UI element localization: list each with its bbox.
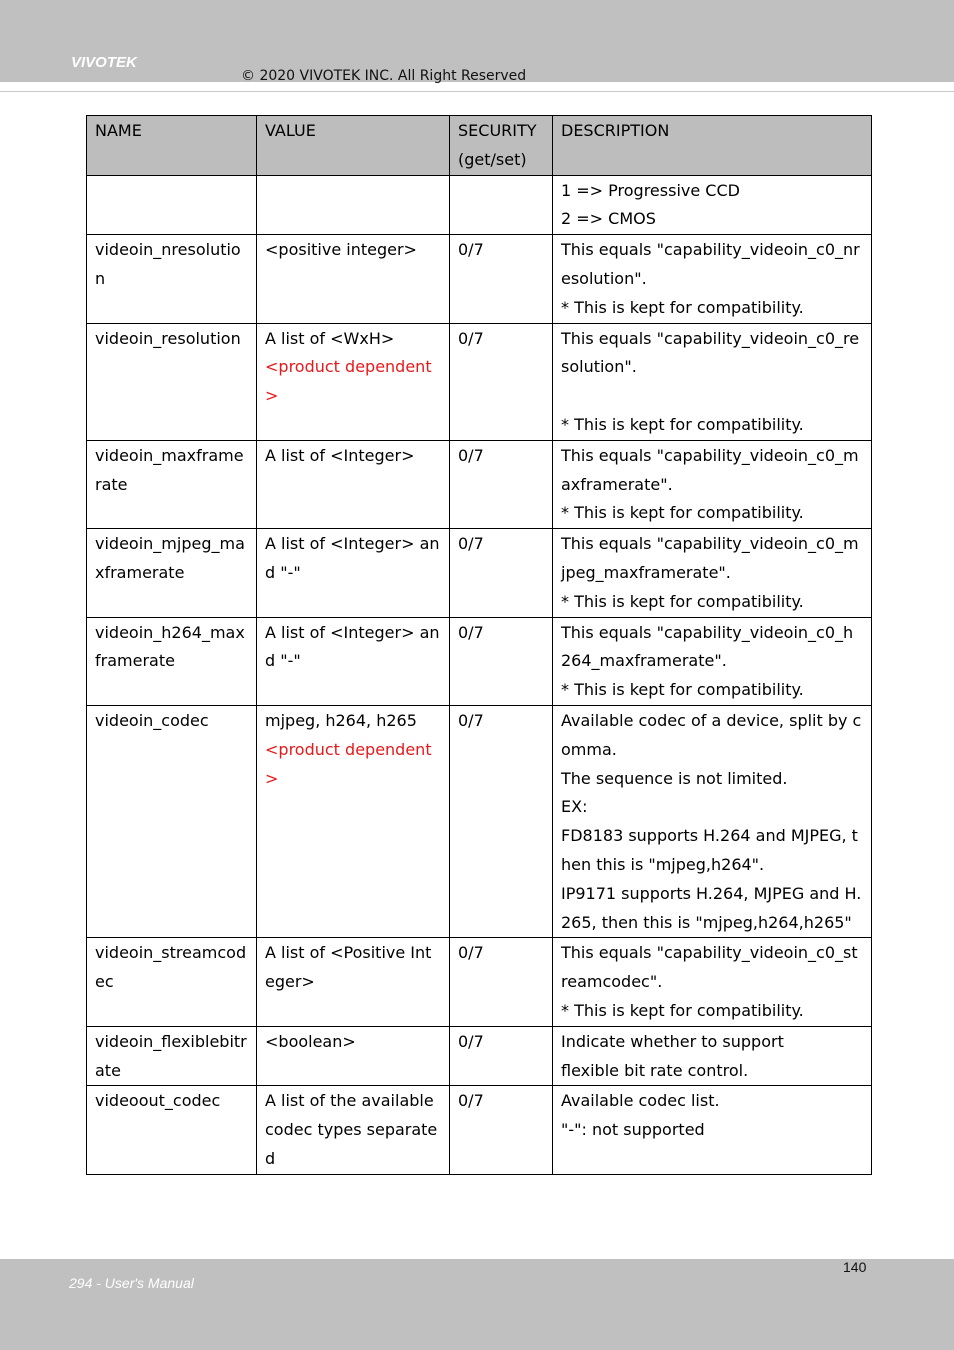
cell-name	[87, 529, 257, 617]
cell-line: videoin_streamcodec	[95, 943, 247, 992]
cell-description	[553, 617, 872, 705]
cell-line: mjpeg, h264, h265	[265, 710, 417, 730]
product-dependent-note: <product dependent>	[265, 357, 432, 406]
cell-description	[553, 938, 872, 1026]
cell-description	[553, 323, 872, 440]
cell-name	[87, 1086, 257, 1174]
cell-value	[257, 529, 450, 617]
product-dependent-note: <product dependent>	[265, 739, 432, 788]
cell-name	[87, 235, 257, 323]
cell-line: 0/7	[458, 710, 484, 730]
cell-line: A list of <Integer>	[265, 445, 415, 465]
table-row	[87, 323, 872, 440]
cell-line: <boolean>	[265, 1031, 356, 1051]
cell-name	[87, 938, 257, 1026]
header-divider	[0, 91, 954, 92]
cell-security	[450, 529, 553, 617]
cell-line: * This is kept for compatibility.	[561, 297, 804, 317]
cell-security	[450, 1086, 553, 1174]
cell-line: 1 => Progressive CCD	[561, 180, 740, 200]
cell-line: 0/7	[458, 1031, 484, 1051]
cell-line: videoin_nresolution	[95, 240, 241, 288]
cell-name	[87, 617, 257, 705]
cell-description	[553, 1026, 872, 1086]
cell-line: videoin_codec	[95, 710, 209, 730]
cell-description	[553, 175, 872, 235]
cell-line: This equals "capability_videoin_c0_h264_maxframerate".	[561, 622, 854, 671]
cell-value	[257, 235, 450, 323]
cell-line: <positive integer>	[265, 240, 417, 260]
cell-line: 0/7	[458, 1091, 484, 1111]
cell-line: * This is kept for compatibility.	[561, 680, 804, 700]
cell-line: Indicate whether to support	[561, 1031, 784, 1051]
cell-line	[458, 177, 544, 206]
cell-description	[553, 529, 872, 617]
cell-line: A list of <Integer> and "-"	[265, 622, 440, 671]
table-row	[87, 440, 872, 528]
cell-name	[87, 440, 257, 528]
cell-line: videoin_h264_maxframerate	[95, 622, 245, 671]
cell-line: A list of <Positive Integer>	[265, 943, 432, 992]
column-header-name: NAME	[87, 116, 257, 176]
cell-line: EX:	[561, 797, 588, 817]
table-row	[87, 617, 872, 705]
cell-value	[257, 1026, 450, 1086]
cell-line: * This is kept for compatibility.	[561, 414, 804, 434]
cell-line: 0/7	[458, 240, 484, 260]
cell-line: This equals "capability_videoin_c0_streamcodec".	[561, 943, 858, 992]
column-header-security: SECURITY (get/set)	[450, 116, 553, 176]
table-row	[87, 705, 872, 937]
cell-line: A list of the available codec types separated	[265, 1091, 438, 1168]
cell-name	[87, 323, 257, 440]
cell-name	[87, 175, 257, 235]
footer-band	[0, 1259, 954, 1350]
cell-line: This equals "capability_videoin_c0_nresolution".	[561, 240, 860, 288]
cell-line: videoin_mjpeg_maxframerate	[95, 534, 245, 582]
cell-description	[553, 1086, 872, 1174]
table-row	[87, 1086, 872, 1174]
column-header-value: VALUE	[257, 116, 450, 176]
table-row	[87, 938, 872, 1026]
cell-value	[257, 440, 450, 528]
table-body	[87, 175, 872, 1174]
cell-line: FD8183 supports H.264 and MJPEG, then this is "mjpeg,h264".	[561, 826, 858, 874]
cell-description	[553, 235, 872, 323]
cell-line: 0/7	[458, 943, 484, 963]
cell-line: 0/7	[458, 534, 484, 554]
cell-line: 0/7	[458, 445, 484, 465]
cell-security	[450, 1026, 553, 1086]
cell-description	[553, 705, 872, 937]
column-header-description: DESCRIPTION	[553, 116, 872, 176]
cell-line: 2 => CMOS	[561, 209, 656, 229]
cell-line: 0/7	[458, 328, 484, 348]
cell-value	[257, 323, 450, 440]
cell-line: flexible bit rate control.	[561, 1060, 749, 1080]
cell-line: This equals "capability_videoin_c0_maxframerate".	[561, 445, 859, 494]
brand-logo: VIVOTEK	[71, 54, 137, 71]
cell-name	[87, 705, 257, 937]
cell-value	[257, 1086, 450, 1174]
copyright-notice: © 2020 VIVOTEK INC. All Right Reserved	[241, 68, 527, 84]
cell-line: * This is kept for compatibility.	[561, 591, 804, 611]
cell-line: videoin_maxframerate	[95, 445, 244, 494]
parameter-table	[86, 115, 872, 1175]
table-row	[87, 235, 872, 323]
cell-line: videoout_codec	[95, 1091, 221, 1111]
cell-security	[450, 938, 553, 1026]
cell-line: IP9171 supports H.264, MJPEG and H.265, then this is "mjpeg,h264,h265"	[561, 883, 862, 932]
cell-line: Available codec of a device, split by comma.	[561, 710, 862, 759]
table-header-row	[87, 116, 872, 176]
cell-value	[257, 617, 450, 705]
cell-line: * This is kept for compatibility.	[561, 1000, 804, 1020]
cell-description	[553, 440, 872, 528]
cell-line: * This is kept for compatibility.	[561, 503, 804, 523]
cell-security	[450, 235, 553, 323]
table-row	[87, 175, 872, 235]
table-row	[87, 1026, 872, 1086]
cell-security	[450, 175, 553, 235]
cell-security	[450, 440, 553, 528]
cell-line: This equals "capability_videoin_c0_resolution".	[561, 328, 860, 377]
cell-line: A list of <WxH>	[265, 328, 395, 348]
cell-security	[450, 705, 553, 937]
cell-security	[450, 323, 553, 440]
cell-value	[257, 705, 450, 937]
cell-line	[561, 382, 863, 411]
cell-line: 0/7	[458, 622, 484, 642]
manual-label: 294 - User's Manual	[69, 1275, 194, 1291]
page-number: 140	[843, 1259, 867, 1275]
cell-line: Available codec list.	[561, 1091, 720, 1111]
cell-name	[87, 1026, 257, 1086]
cell-line	[95, 177, 248, 206]
cell-line: videoin_flexiblebitrate	[95, 1031, 247, 1080]
cell-security	[450, 617, 553, 705]
cell-line: A list of <Integer> and "-"	[265, 534, 440, 582]
cell-value	[257, 175, 450, 235]
cell-line: videoin_resolution	[95, 328, 241, 348]
cell-line: This equals "capability_videoin_c0_mjpeg_maxframerate".	[561, 534, 859, 582]
cell-line	[265, 177, 441, 206]
cell-line: "-": not supported	[561, 1120, 705, 1140]
cell-value	[257, 938, 450, 1026]
table-row	[87, 529, 872, 617]
cell-line: The sequence is not limited.	[561, 768, 788, 788]
